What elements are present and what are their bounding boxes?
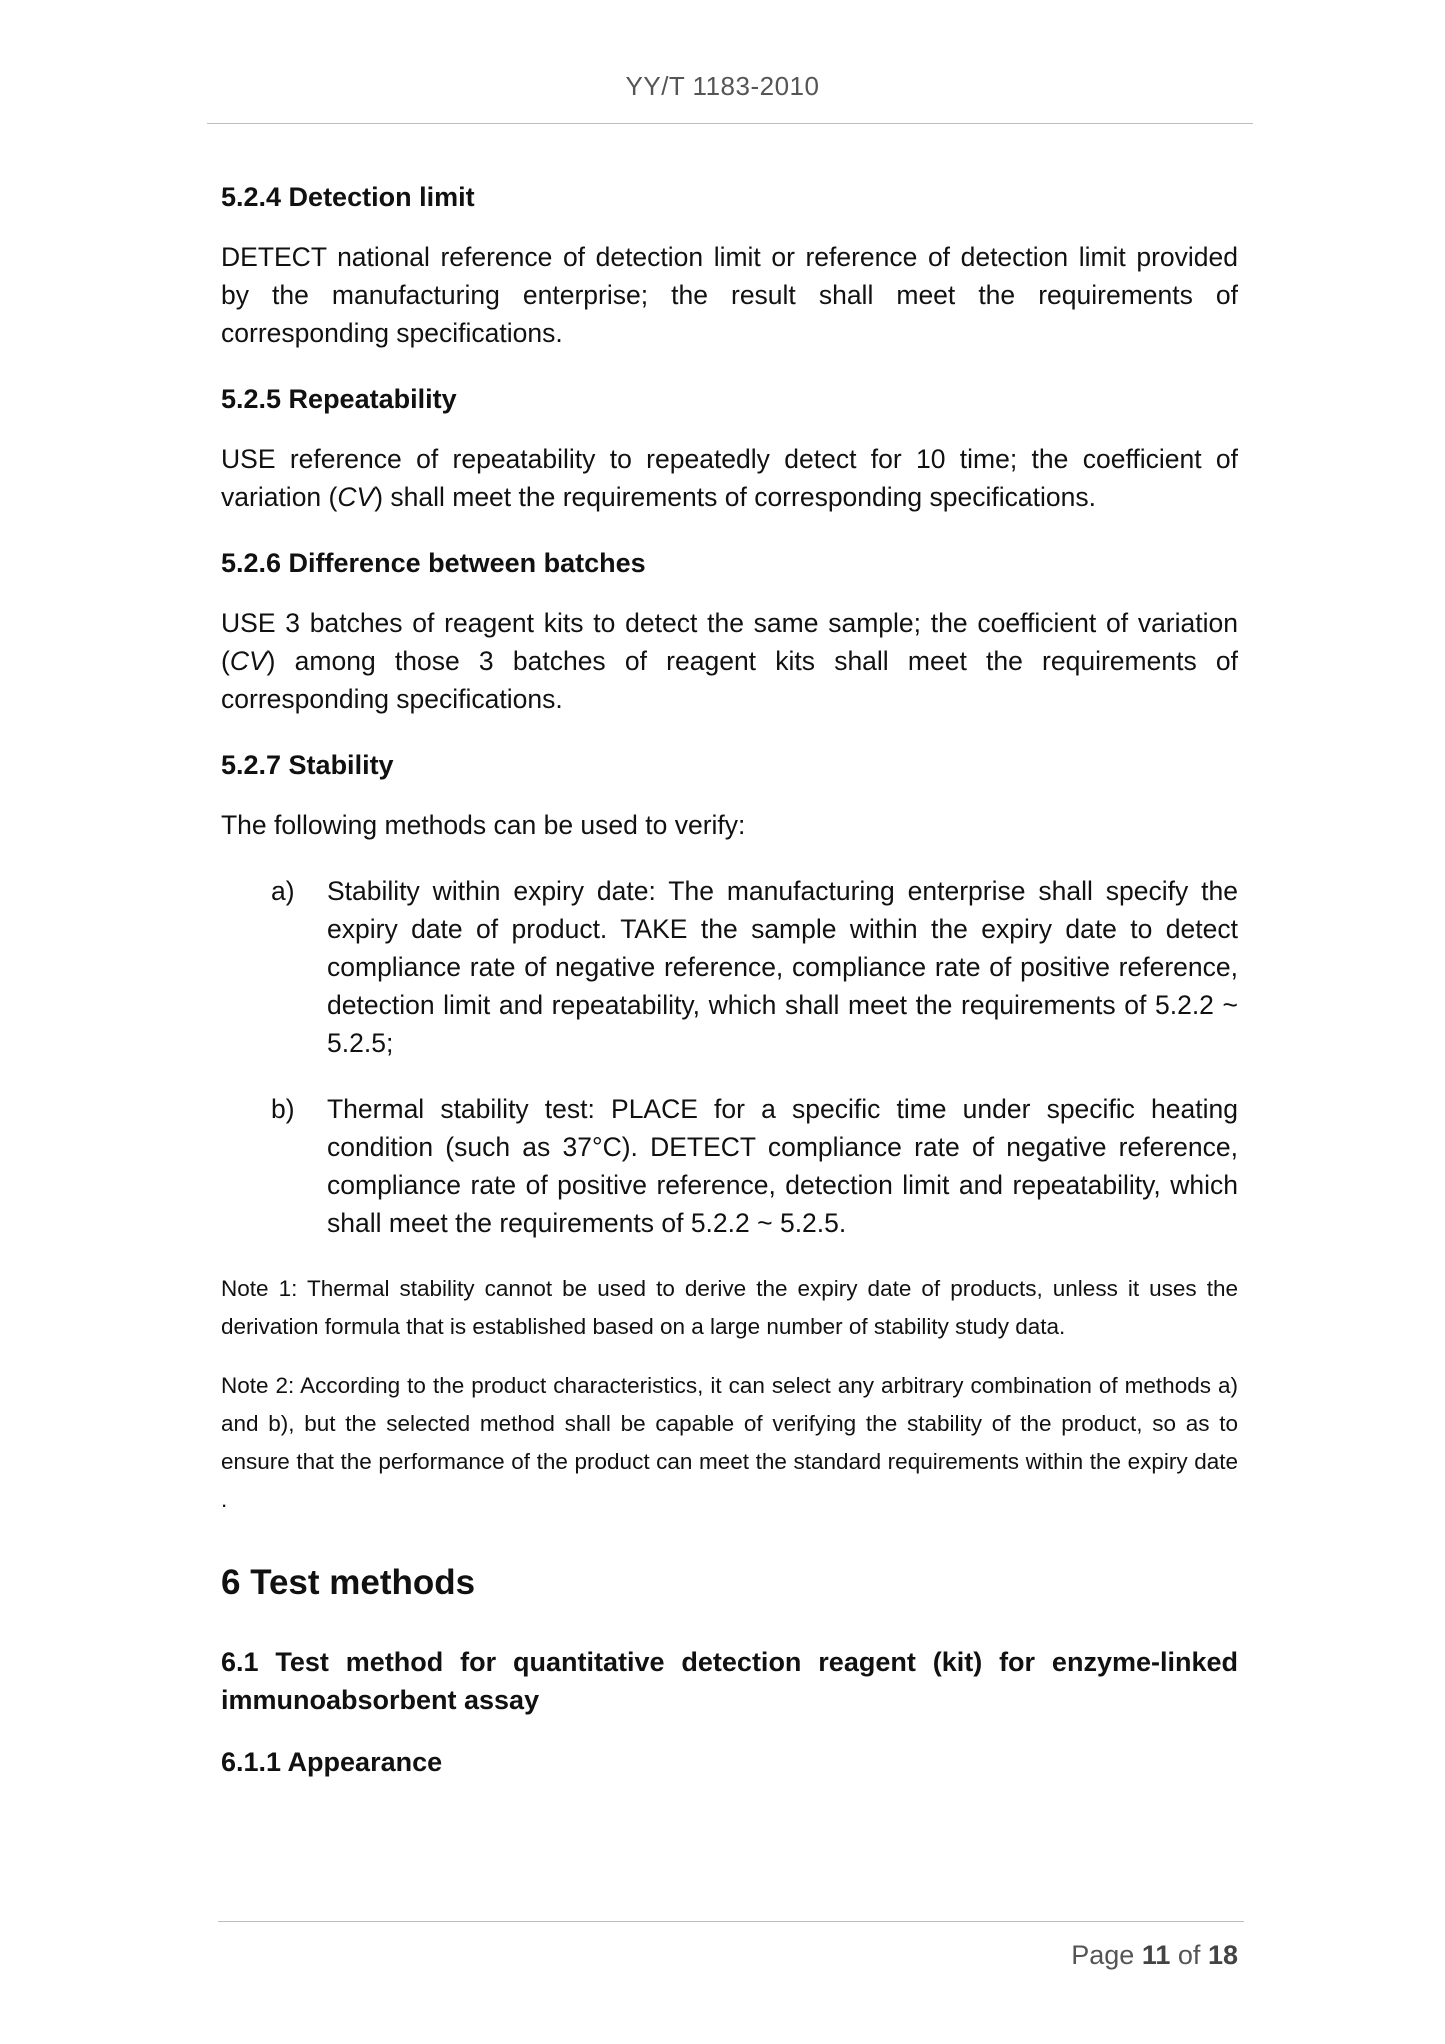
section-5-2-5-text [221, 440, 1238, 516]
list-item-text: Stability within expiry date: The manufacturing enterprise shall specify the expiry date of product. TAKE the sample within the expiry date to detect compliance rate of negative reference, compliance rate of positive reference, detection limit and repeatability, which shall meet the requirements of 5.2.2 ~ 5.2.5; [327, 876, 1238, 1058]
note-1: Note 1: Thermal stability cannot be used to derive the expiry date of products, unless it uses the derivation formula that is established based on a large number of stability study data. [221, 1276, 1238, 1339]
current-page: 11 [1141, 1940, 1171, 1970]
text-segment: ) shall meet the requirements of corresponding specifications. [374, 482, 1096, 512]
total-pages: 18 [1207, 1940, 1238, 1970]
of-word: of [1177, 1940, 1201, 1970]
list-item-text: Thermal stability test: PLACE for a specific time under specific heating condition (such as 37°C). DETECT compliance rate of negative reference, compliance rate of positive reference, detection limit and repeatability, which shall meet the requirements of 5.2.2 ~ 5.2.5. [327, 1094, 1238, 1238]
list-marker: b) [271, 1094, 295, 1124]
list-item-a [221, 872, 1238, 1062]
text-segment: ) among those 3 batches of reagent kits shall meet the requirements of corresponding specifications. [221, 646, 1238, 714]
cv-abbreviation: CV [229, 646, 267, 676]
list-item-b [221, 1090, 1238, 1242]
footer-divider [218, 1921, 1244, 1922]
page-number [1071, 1940, 1238, 1971]
header-divider [207, 123, 1253, 124]
cv-abbreviation: CV [337, 482, 375, 512]
page-header: YY/T 1183-2010 [625, 71, 820, 101]
section-5-2-7-intro: The following methods can be used to verify: [221, 810, 746, 840]
section-6-1-heading: 6.1 Test method for quantitative detection reagent (kit) for enzyme-linked immunoabsorbent assay [221, 1647, 1238, 1715]
section-5-2-5-heading: 5.2.5 Repeatability [221, 384, 457, 414]
text-segment: USE reference of repeatability to repeatedly detect for 10 time; the coefficient of variation ( [221, 444, 1238, 512]
section-5-2-6-heading: 5.2.6 Difference between batches [221, 548, 646, 578]
section-5-2-7-heading: 5.2.7 Stability [221, 750, 394, 780]
text-segment: USE 3 batches of reagent kits to detect the same sample; the coefficient of variation ( [221, 608, 1238, 676]
list-marker: a) [271, 876, 295, 906]
section-5-2-4-text: DETECT national reference of detection limit or reference of detection limit provided by the manufacturing enterprise; the result shall meet the requirements of corresponding specifications. [221, 242, 1238, 348]
page-word: Page [1071, 1940, 1135, 1970]
note-2: Note 2: According to the product characteristics, it can select any arbitrary combination of methods a) and b), but the selected method shall be capable of verifying the stability of the product, so as to ensure that the performance of the product can meet the standard requirements within the expiry date . [221, 1373, 1238, 1512]
document-body [221, 178, 1238, 1803]
section-6-heading: 6 Test methods [221, 1563, 476, 1602]
section-5-2-4-heading: 5.2.4 Detection limit [221, 182, 475, 212]
section-6-1-1-heading: 6.1.1 Appearance [221, 1747, 443, 1777]
section-5-2-6-text [221, 604, 1238, 718]
